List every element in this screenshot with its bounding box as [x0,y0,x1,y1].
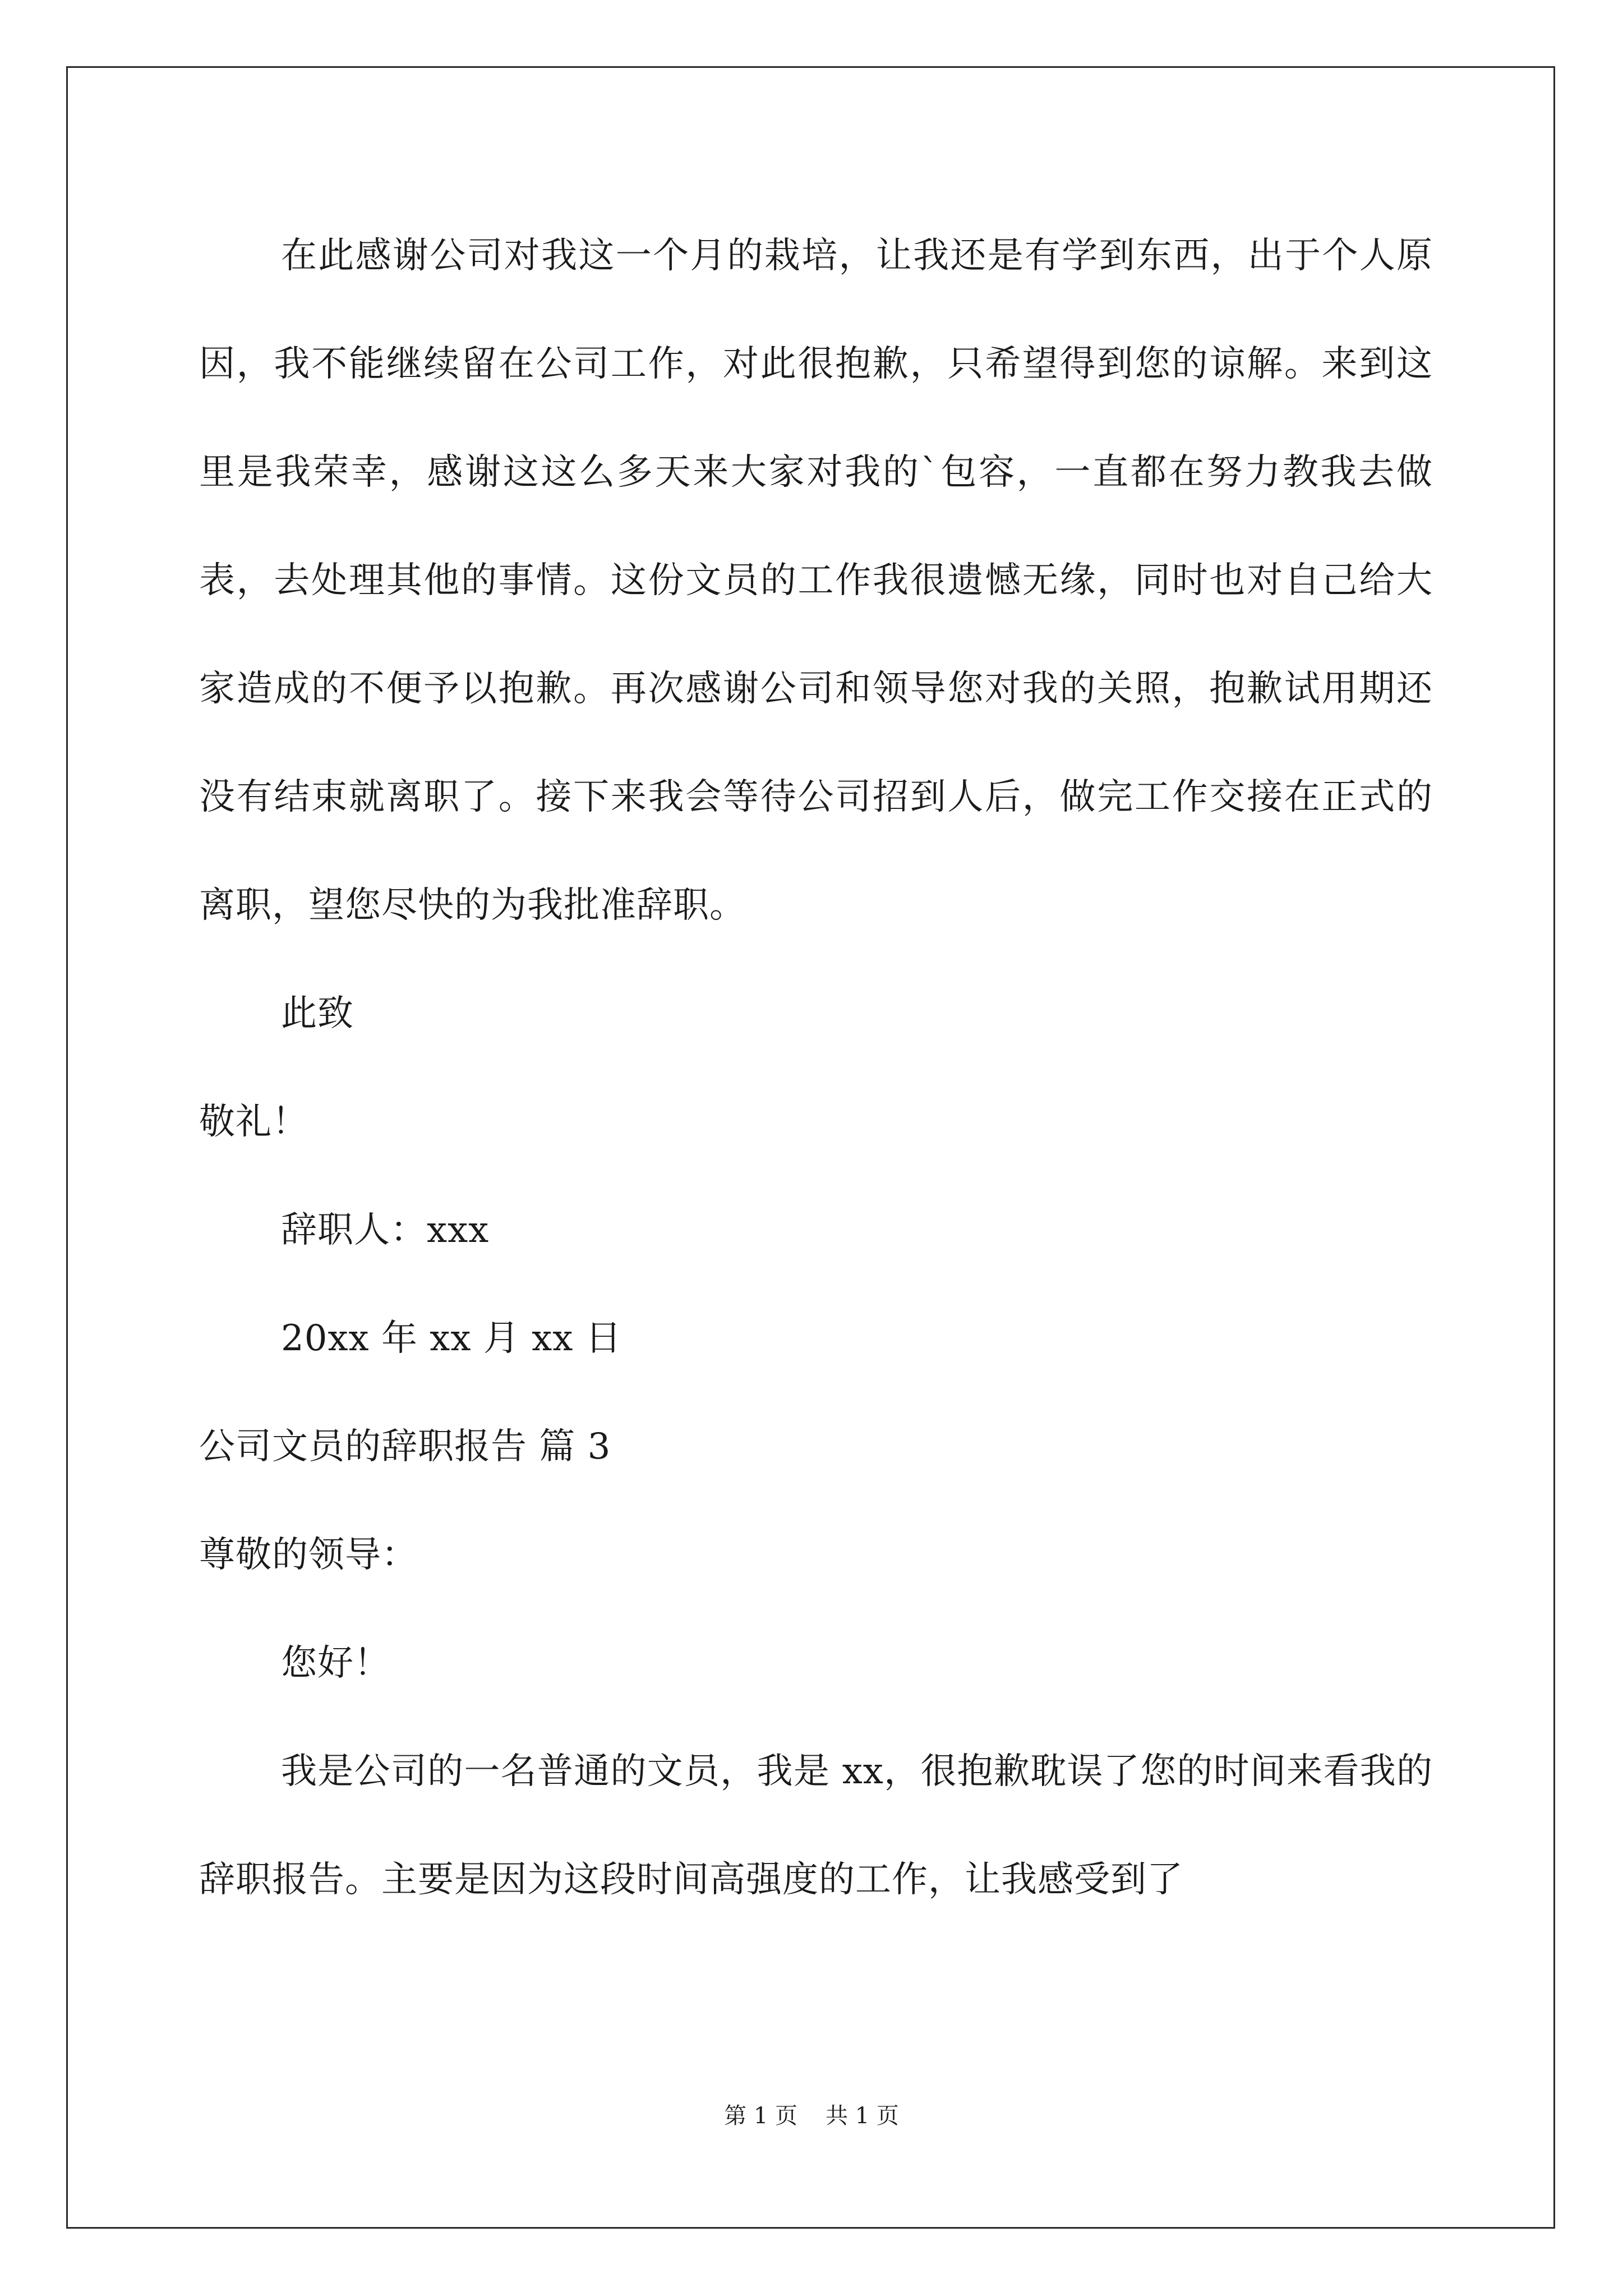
section-heading: 公司文员的辞职报告 篇 3 [199,1426,611,1467]
signature-line: 辞职人：xxx [281,1209,490,1251]
document-body [199,202,1433,1934]
closing-regards: 敬礼！ [199,1101,308,1143]
paragraph-gratitude: 在此感谢公司对我这一个月的栽培，让我还是有学到东西，出于个人原因，我不能继续留在公司工作，对此很抱歉，只希望得到您的谅解。来到这里是我荣幸，感谢这这么多天来大家对我的`包容，一直都在努力教我去做表，去处理其他的事情。这份文员的工作我很遗憾无缘，同时也对自己给大家造成的不便予以抱歉。再次感谢公司和领导您对我的关照，抱歉试用期还没有结束就离职了。接下来我会等待公司招到人后，做完工作交接在正式的离职，望您尽快的为我批准辞职。 [199,235,1433,926]
date-line: 20xx 年 xx 月 xx 日 [281,1318,622,1359]
page-number: 第 1 页 [724,2103,797,2129]
greeting-recipient: 尊敬的领导： [199,1534,418,1576]
page-total: 共 1 页 [826,2103,899,2129]
paragraph-introduction: 我是公司的一名普通的文员，我是 xx，很抱歉耽误了您的时间来看我的辞职报告。主要是因为这段时间高强度的工作，让我感受到了 [199,1751,1433,1901]
closing-salutation: 此致 [281,993,354,1034]
page-footer [0,2098,1623,2130]
greeting-hello: 您好！ [281,1642,390,1684]
